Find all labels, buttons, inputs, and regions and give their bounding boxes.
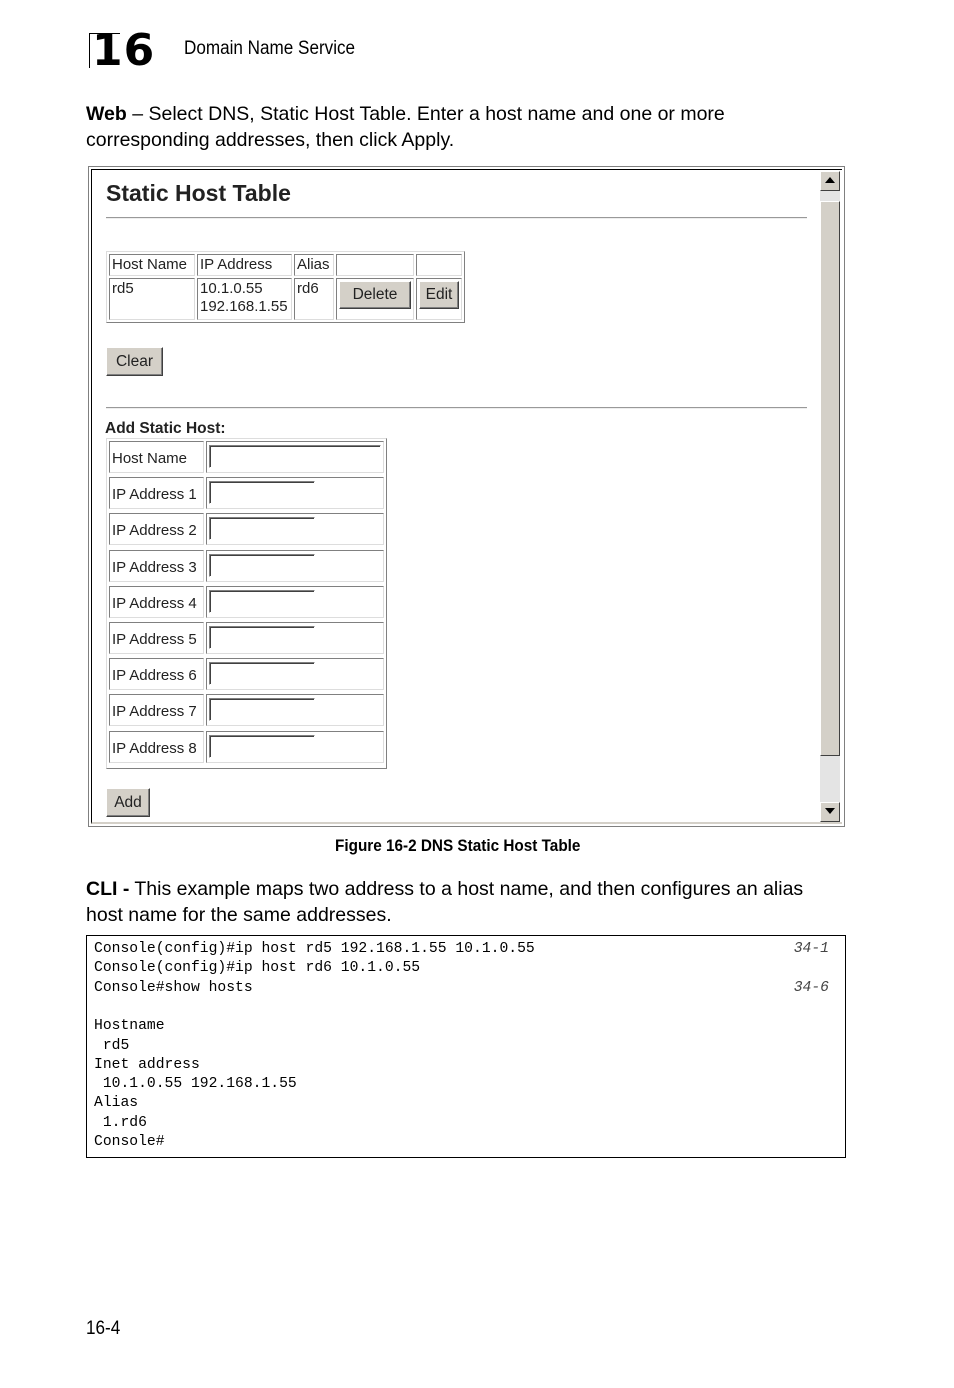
header-host-name: Host Name: [109, 254, 195, 276]
add-static-host-title: Add Static Host:: [105, 420, 226, 437]
section-divider: [106, 407, 807, 409]
vertical-scrollbar[interactable]: [820, 171, 840, 822]
field-label-9: IP Address 8: [109, 731, 204, 763]
intro-paragraph: [86, 101, 725, 153]
chapter-number: 16: [92, 25, 156, 76]
cell-ip-1: 10.1.0.55: [200, 280, 263, 297]
field-label-6: IP Address 5: [109, 622, 204, 654]
cell-host: rd5: [109, 278, 195, 320]
cell-alias: rd6: [294, 278, 334, 320]
cli-label: CLI -: [86, 878, 130, 900]
intro-text-2: corresponding addresses, then click Apply.: [86, 129, 455, 151]
title-divider: [106, 217, 807, 219]
header-ip-address: IP Address: [197, 254, 292, 276]
cli-line: Inet address: [94, 1056, 200, 1073]
field-label-3: IP Address 2: [109, 513, 204, 545]
page-number: 16-4: [86, 1318, 121, 1339]
scroll-thumb[interactable]: [820, 201, 840, 756]
arrow-down-icon: [825, 808, 835, 814]
scroll-down-button[interactable]: [820, 802, 840, 822]
arrow-up-icon: [825, 177, 835, 183]
cli-line: Console(config)#ip host rd6 10.1.0.55: [94, 960, 421, 977]
cli-text-2: host name for the same addresses.: [86, 904, 392, 926]
clear-button[interactable]: Clear: [106, 347, 163, 376]
ip-address-7-input[interactable]: [209, 698, 315, 721]
cell-ip: [197, 278, 292, 320]
cli-line: Hostname: [94, 1018, 165, 1035]
cli-paragraph: [86, 876, 803, 928]
table-header-row: [109, 254, 462, 276]
delete-button[interactable]: Delete: [339, 281, 411, 309]
cli-reference: 34-1: [793, 941, 829, 957]
cli-line: rd5: [94, 1037, 130, 1054]
ip-address-3-input[interactable]: [209, 554, 315, 577]
scroll-up-button[interactable]: [820, 171, 840, 191]
table-row: [109, 278, 462, 320]
cell-delete: [336, 278, 414, 320]
ip-address-5-input[interactable]: [209, 626, 315, 649]
field-label-7: IP Address 6: [109, 658, 204, 690]
cli-line: 10.1.0.55 192.168.1.55: [94, 1076, 297, 1093]
cli-line: Console#show hosts: [94, 979, 253, 996]
cell-ip-2: 192.168.1.55: [200, 298, 288, 315]
ip-address-4-input[interactable]: [209, 590, 315, 613]
ip-address-2-input[interactable]: [209, 517, 315, 540]
field-label-4: IP Address 3: [109, 550, 204, 582]
cli-line: Console(config)#ip host rd5 192.168.1.55 10.1.0.55: [94, 941, 535, 957]
field-label-2: IP Address 1: [109, 477, 204, 509]
cli-reference: 34-6: [793, 979, 829, 996]
intro-text-1: – Select DNS, Static Host Table. Enter a host name and one or more: [126, 103, 725, 125]
intro-label: Web: [86, 103, 127, 125]
figure-caption: Figure 16-2 DNS Static Host Table: [335, 836, 581, 855]
cli-line: Console#: [94, 1134, 165, 1150]
chapter-title: Domain Name Service: [184, 38, 356, 59]
page-title: Static Host Table: [106, 180, 291, 206]
header-blank-2: [416, 254, 462, 276]
host-table: [106, 251, 465, 323]
add-button[interactable]: Add: [106, 788, 150, 817]
field-label-8: IP Address 7: [109, 694, 204, 726]
field-label-5: IP Address 4: [109, 586, 204, 618]
ip-address-1-input[interactable]: [209, 481, 315, 504]
cell-edit: [416, 278, 462, 320]
edit-button[interactable]: Edit: [419, 281, 459, 309]
field-label-1: Host Name: [109, 441, 204, 473]
ip-address-6-input[interactable]: [209, 662, 315, 685]
header-alias: Alias: [294, 254, 334, 276]
cli-line: Alias: [94, 1095, 139, 1112]
cli-line: 1.rd6: [94, 1114, 147, 1131]
host-name-input[interactable]: [209, 445, 381, 468]
cli-text-1: This example maps two address to a host name, and then configures an alias: [129, 878, 804, 900]
ip-address-8-input[interactable]: [209, 735, 315, 758]
header-blank-1: [336, 254, 414, 276]
cli-code-block: [86, 935, 846, 1158]
